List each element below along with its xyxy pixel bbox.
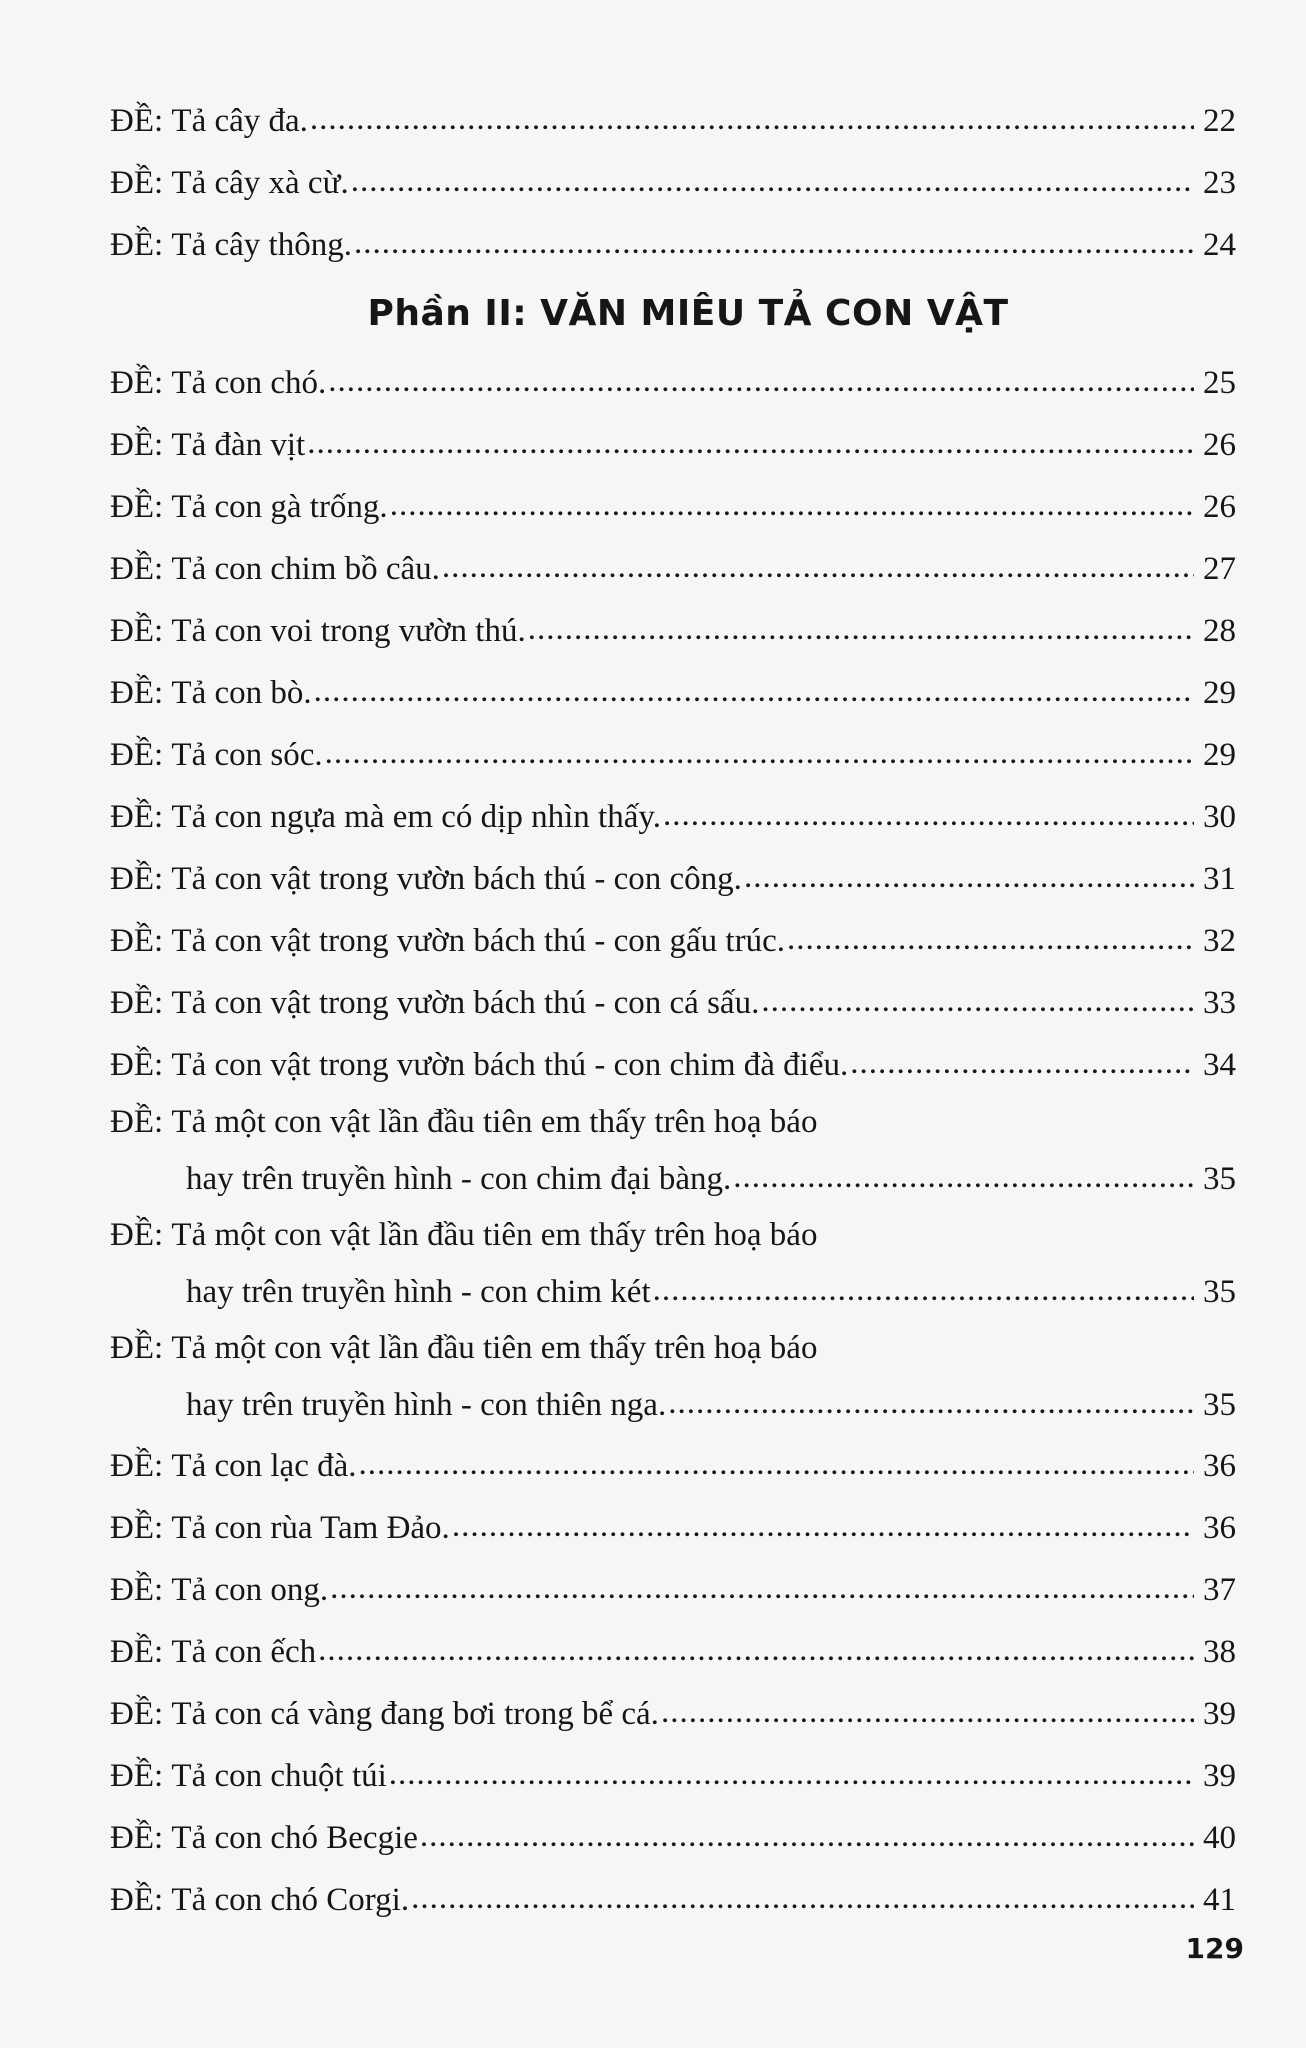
entry-page-number: 27 <box>1203 551 1236 587</box>
entry-page-number: 35 <box>1203 1387 1236 1423</box>
toc-entry[interactable] <box>110 600 1236 662</box>
toc-entry[interactable] <box>110 538 1236 600</box>
dot-leader <box>389 1743 1194 1805</box>
table-of-contents <box>110 90 1236 1931</box>
dot-leader <box>420 1805 1194 1867</box>
dot-leader <box>330 1557 1194 1619</box>
toc-entry[interactable] <box>110 1435 1236 1497</box>
dot-leader <box>314 660 1194 722</box>
entry-title: Tả con ong. <box>171 1572 329 1608</box>
entry-prefix: ĐỀ: <box>110 1448 164 1484</box>
entry-title-continuation: hay trên truyền hình - con chim đại bàng. <box>186 1161 732 1197</box>
dot-leader <box>328 350 1194 412</box>
toc-entry[interactable] <box>110 90 1236 152</box>
dot-leader <box>761 970 1194 1032</box>
toc-entry[interactable] <box>110 1621 1236 1683</box>
toc-entry[interactable] <box>110 786 1236 848</box>
entry-prefix: ĐỀ: <box>110 1820 164 1856</box>
entry-title: Tả con gà trống. <box>171 489 388 525</box>
toc-entry[interactable] <box>110 1559 1236 1621</box>
entry-page-number: 22 <box>1203 103 1236 139</box>
dot-leader <box>661 1681 1194 1743</box>
entry-prefix: ĐỀ: <box>110 489 164 525</box>
entry-prefix: ĐỀ: <box>110 1330 164 1366</box>
entry-prefix: ĐỀ: <box>110 103 164 139</box>
entry-prefix: ĐỀ: <box>110 551 164 587</box>
entry-prefix: ĐỀ: <box>110 1047 164 1083</box>
entry-prefix: ĐỀ: <box>110 737 164 773</box>
entry-page-number: 35 <box>1203 1161 1236 1197</box>
dot-leader <box>787 908 1194 970</box>
page-number-folio: 129 <box>1185 1932 1244 1965</box>
entry-page-number: 30 <box>1203 799 1236 835</box>
entry-prefix: ĐỀ: <box>110 1882 164 1918</box>
entry-page-number: 26 <box>1203 489 1236 525</box>
toc-entry[interactable] <box>110 724 1236 786</box>
entry-page-number: 26 <box>1203 427 1236 463</box>
dot-leader <box>354 212 1194 274</box>
toc-entry[interactable] <box>110 152 1236 214</box>
entry-title: Tả con vật trong vườn bách thú - con chim đà điểu. <box>171 1047 849 1083</box>
toc-entry[interactable] <box>110 352 1236 414</box>
toc-entry[interactable] <box>110 1869 1236 1931</box>
entry-title: Tả con vật trong vườn bách thú - con cá sấu. <box>171 985 760 1021</box>
entry-page-number: 36 <box>1203 1510 1236 1546</box>
entry-title: Tả con sóc. <box>171 737 323 773</box>
dot-leader <box>442 536 1194 598</box>
entry-title: Tả một con vật lần đầu tiên em thấy trên hoạ báo <box>171 1104 818 1140</box>
entry-page-number: 29 <box>1203 675 1236 711</box>
toc-entry[interactable] <box>110 1034 1236 1096</box>
entry-page-number: 40 <box>1203 1820 1236 1856</box>
dot-leader <box>452 1495 1194 1557</box>
entry-prefix: ĐỀ: <box>110 1758 164 1794</box>
entry-title: Tả con ngựa mà em có dịp nhìn thấy. <box>171 799 661 835</box>
entry-page-number: 41 <box>1203 1882 1236 1918</box>
entry-title: Tả con rùa Tam Đảo. <box>171 1510 450 1546</box>
entry-title: Tả cây đa. <box>171 103 308 139</box>
toc-entry[interactable] <box>110 1807 1236 1869</box>
entry-title: Tả con chó Corgi. <box>171 1882 410 1918</box>
entry-prefix: ĐỀ: <box>110 1510 164 1546</box>
entry-title: Tả con chim bồ câu. <box>171 551 440 587</box>
entry-title: Tả con chó. <box>171 365 327 401</box>
entry-page-number: 36 <box>1203 1448 1236 1484</box>
entry-page-number: 33 <box>1203 985 1236 1021</box>
toc-entry[interactable] <box>110 1209 1236 1322</box>
entry-prefix: ĐỀ: <box>110 227 164 263</box>
entry-title: Tả con bò. <box>171 675 312 711</box>
entry-page-number: 38 <box>1203 1634 1236 1670</box>
dot-leader <box>310 88 1194 150</box>
entry-page-number: 25 <box>1203 365 1236 401</box>
entry-page-number: 37 <box>1203 1572 1236 1608</box>
entry-prefix: ĐỀ: <box>110 613 164 649</box>
toc-entry[interactable] <box>110 476 1236 538</box>
toc-entry[interactable] <box>110 972 1236 1034</box>
dot-leader <box>653 1260 1194 1320</box>
dot-leader <box>318 1619 1194 1681</box>
entry-title: Tả cây xà cừ. <box>171 165 349 201</box>
entry-prefix: ĐỀ: <box>110 365 164 401</box>
entry-title-continuation: hay trên truyền hình - con thiên nga. <box>186 1387 667 1423</box>
entry-prefix: ĐỀ: <box>110 1572 164 1608</box>
entry-page-number: 31 <box>1203 861 1236 897</box>
entry-page-number: 39 <box>1203 1758 1236 1794</box>
entry-title: Tả con cá vàng đang bơi trong bể cá. <box>171 1696 659 1732</box>
entry-prefix: ĐỀ: <box>110 861 164 897</box>
entry-title: Tả con chuột túi <box>171 1758 387 1794</box>
dot-leader <box>744 846 1194 908</box>
entry-page-number: 28 <box>1203 613 1236 649</box>
entry-page-number: 29 <box>1203 737 1236 773</box>
toc-entry[interactable] <box>110 414 1236 476</box>
entry-prefix: ĐỀ: <box>110 675 164 711</box>
entry-title: Tả con ếch <box>171 1634 317 1670</box>
entry-prefix: ĐỀ: <box>110 165 164 201</box>
entry-prefix: ĐỀ: <box>110 1696 164 1732</box>
dot-leader <box>307 412 1194 474</box>
dot-leader <box>663 784 1194 846</box>
entry-prefix: ĐỀ: <box>110 923 164 959</box>
entry-title: Tả con lạc đà. <box>171 1448 357 1484</box>
entry-page-number: 39 <box>1203 1696 1236 1732</box>
toc-entry[interactable] <box>110 1497 1236 1559</box>
toc-entry[interactable] <box>110 662 1236 724</box>
dot-leader <box>358 1433 1194 1495</box>
entry-title: Tả con voi trong vườn thú. <box>171 613 526 649</box>
entry-prefix: ĐỀ: <box>110 1634 164 1670</box>
dot-leader <box>325 722 1194 784</box>
toc-entry[interactable] <box>110 1322 1236 1435</box>
section-heading: Phần II: VĂN MIÊU TẢ CON VẬT <box>367 293 1009 334</box>
entry-title: Tả cây thông. <box>171 227 352 263</box>
entry-page-number: 35 <box>1203 1274 1236 1310</box>
entry-prefix: ĐỀ: <box>110 985 164 1021</box>
dot-leader <box>390 474 1194 536</box>
dot-leader <box>733 1147 1194 1207</box>
entry-title: Tả con chó Becgie <box>171 1820 418 1856</box>
entry-title-continuation: hay trên truyền hình - con chim két <box>186 1274 651 1310</box>
dot-leader <box>411 1867 1194 1929</box>
entry-prefix: ĐỀ: <box>110 799 164 835</box>
entry-title: Tả một con vật lần đầu tiên em thấy trên hoạ báo <box>171 1217 818 1253</box>
dot-leader <box>351 150 1194 212</box>
toc-entry[interactable] <box>110 848 1236 910</box>
entry-page-number: 24 <box>1203 227 1236 263</box>
entry-page-number: 34 <box>1203 1047 1236 1083</box>
entry-title: Tả một con vật lần đầu tiên em thấy trên hoạ báo <box>171 1330 818 1366</box>
dot-leader <box>528 598 1194 660</box>
dot-leader <box>850 1032 1194 1094</box>
entry-prefix: ĐỀ: <box>110 1217 164 1253</box>
entry-prefix: ĐỀ: <box>110 1104 164 1140</box>
toc-entry[interactable] <box>110 214 1236 276</box>
entry-title: Tả con vật trong vườn bách thú - con gấu trúc. <box>171 923 785 959</box>
entry-title: Tả đàn vịt <box>171 427 306 463</box>
dot-leader <box>668 1373 1194 1433</box>
entry-page-number: 32 <box>1203 923 1236 959</box>
toc-entry[interactable] <box>110 910 1236 972</box>
entry-prefix: ĐỀ: <box>110 427 164 463</box>
toc-entry[interactable] <box>110 1683 1236 1745</box>
toc-entry[interactable] <box>110 1745 1236 1807</box>
entry-page-number: 23 <box>1203 165 1236 201</box>
entry-title: Tả con vật trong vườn bách thú - con công. <box>171 861 742 897</box>
toc-entry[interactable] <box>110 1096 1236 1209</box>
